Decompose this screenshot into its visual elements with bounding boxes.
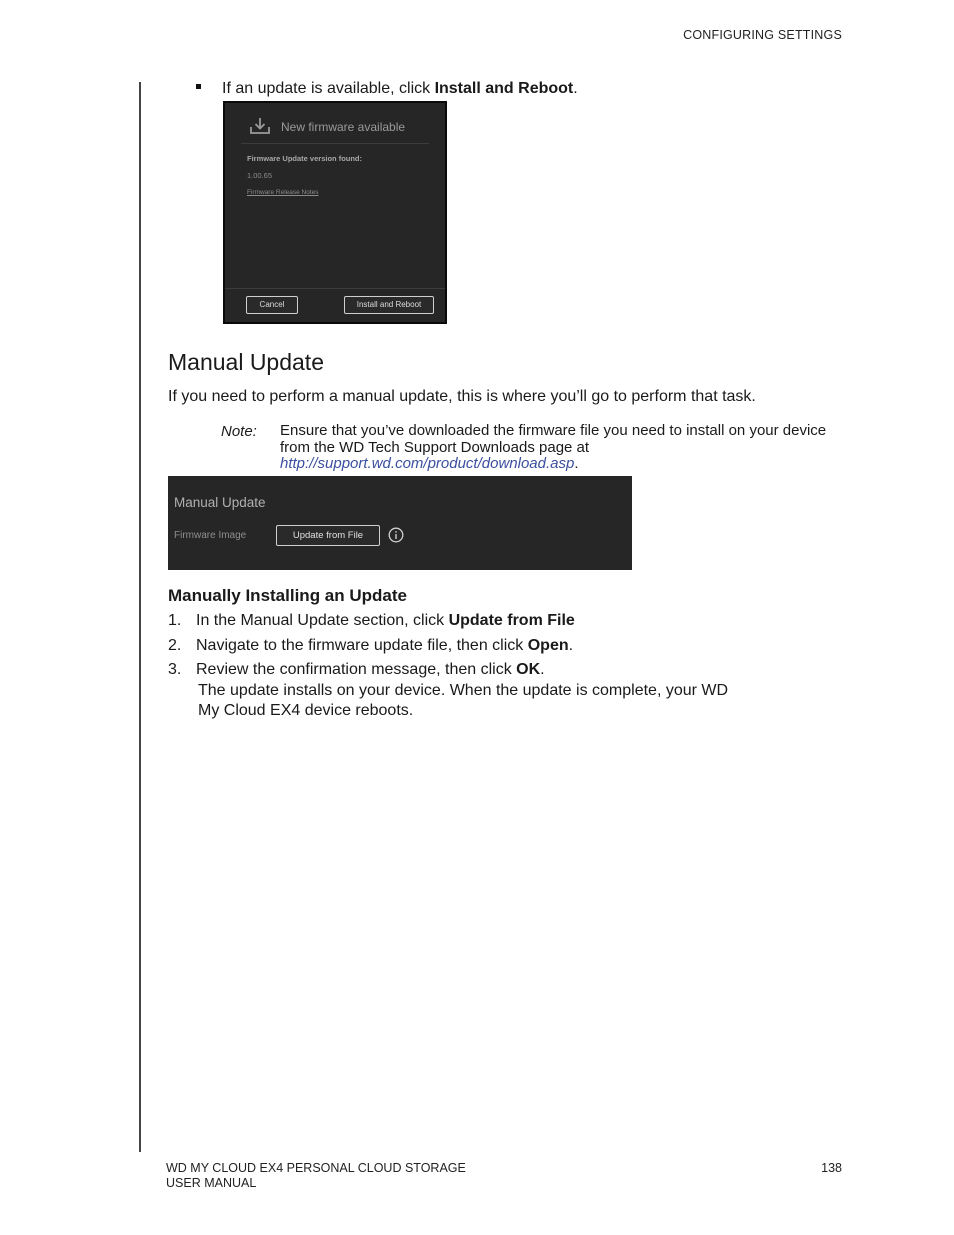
install-bullet [196,80,578,98]
note-label: Note: [221,423,257,440]
cancel-button[interactable]: Cancel [246,296,298,314]
footer-product-name: WD MY CLOUD EX4 PERSONAL CLOUD STORAGE [166,1161,466,1175]
step-text: Navigate to the firmware update file, then click [196,637,528,654]
release-notes-link[interactable]: Firmware Release Notes [247,189,319,196]
footer-doc-type: USER MANUAL [166,1176,257,1190]
step-3 [168,661,545,679]
bullet-suffix: . [573,80,578,97]
update-from-file-button[interactable]: Update from File [276,525,380,546]
version-value: 1.00.65 [247,171,273,180]
step-number: 3. [168,661,182,678]
info-icon[interactable] [388,527,404,543]
step-2 [168,637,573,655]
note-end: . [574,455,579,472]
step-suffix: . [540,661,545,678]
support-download-link[interactable]: http://support.wd.com/product/download.asp [280,455,575,472]
step-bold: Open [527,637,569,654]
manual-update-heading: Manual Update [168,349,324,375]
panel-title: Manual Update [174,495,266,510]
install-and-reboot-button[interactable]: Install and Reboot [344,296,434,314]
dialog-title: New firmware available [281,120,406,134]
step-number: 1. [168,612,182,629]
bullet-text: If an update is available, click [222,80,435,97]
step-bold: OK [516,661,541,678]
step-text: In the Manual Update section, click [196,612,449,629]
bullet-marker [196,84,201,89]
note-body [280,423,840,473]
left-margin-rule [139,82,141,1152]
header-section-title: CONFIGURING SETTINGS [683,28,842,42]
manual-update-intro: If you need to perform a manual update, this is where you’ll go to perform that task. [168,388,756,405]
step-suffix: . [568,637,574,654]
version-label: Firmware Update version found: [247,154,363,163]
page-number: 138 [821,1161,842,1175]
bullet-bold: Install and Reboot [434,80,574,97]
firmware-image-label: Firmware Image [174,530,247,541]
dialog-footer-divider [225,288,445,289]
step-text: Review the confirmation message, then click [196,661,517,678]
manual-update-panel [168,476,632,570]
dialog-divider [241,143,429,144]
footer-product [166,1161,466,1191]
step-1 [168,612,575,630]
download-icon [249,117,271,135]
note-text: Ensure that you’ve downloaded the firmware file you need to install on your device from the WD Tech Support Downloads page at [280,422,827,456]
installing-heading: Manually Installing an Update [168,586,407,605]
step-3-detail: The update installs on your device. When the update is complete, your WD My Cloud EX4 device reboots. [198,682,729,719]
firmware-dialog [223,101,447,324]
step-bold: Update from File [448,612,575,629]
step-number: 2. [168,637,182,654]
